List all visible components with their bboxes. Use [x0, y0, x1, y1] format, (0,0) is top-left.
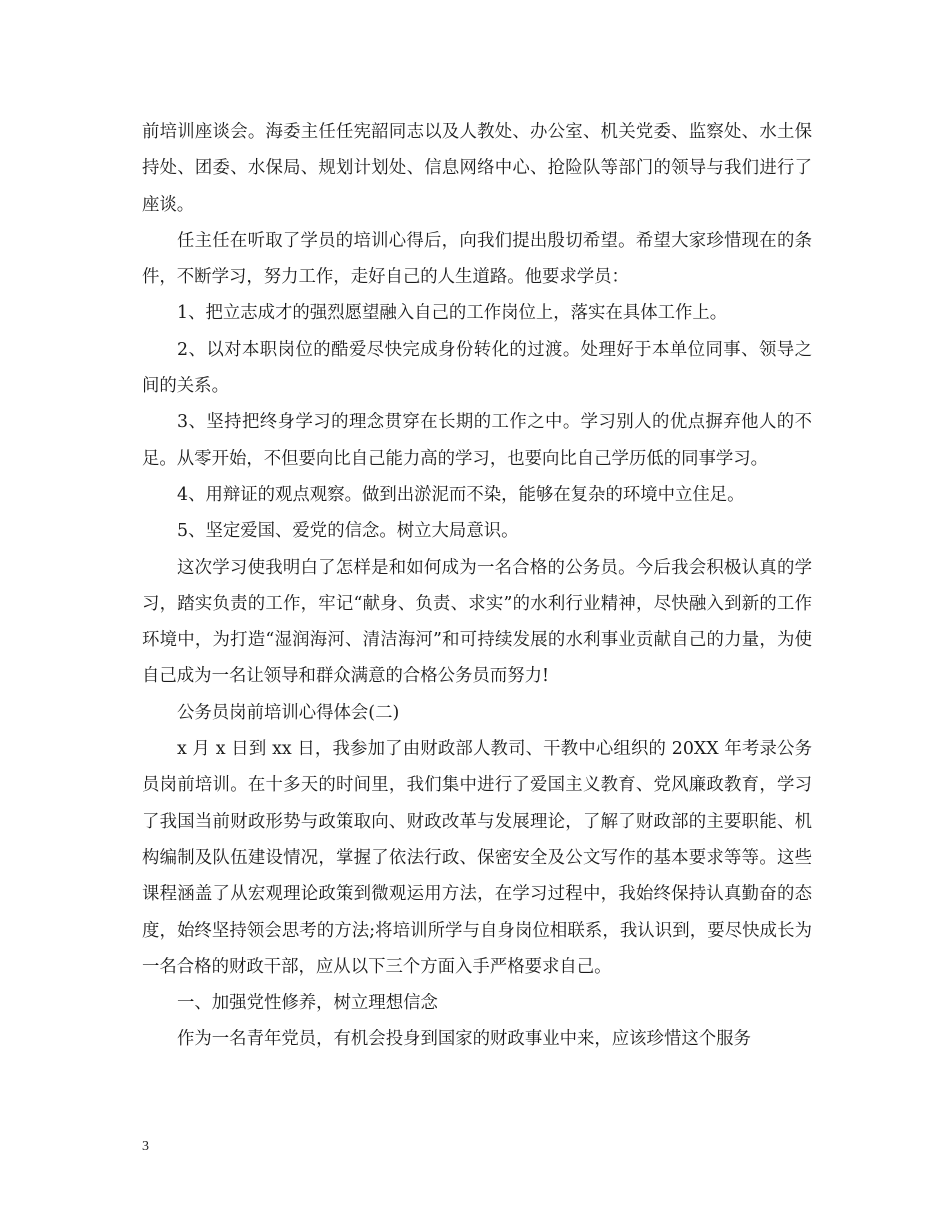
list-item-5: 5、坚定爱国、爱党的信念。树立大局意识。	[177, 521, 519, 542]
paragraph-young-member: 作为一名青年党员，有机会投身到国家的财政事业中来，应该珍惜这个服务	[177, 1029, 751, 1050]
document-body	[142, 114, 812, 1058]
list-item-1: 1、把立志成才的强烈愿望融入自己的工作岗位上，落实在具体工作上。	[177, 303, 728, 324]
paragraph-learning-summary: 这次学习使我明白了怎样是和如何成为一名合格的公务员。今后我会积极认真的学习，踏实负责的工作，牢记“献身、负责、求实”的水利行业精神，尽快融入到新的工作环境中，为打造“湿润海河、清洁海河”和可持续发展的水利事业贡献自己的力量，为使自己成为一名让领导和群众满意的合格公务员而努力!	[142, 557, 812, 687]
subheading-party-cultivation: 一、加强党性修养，树立理想信念	[177, 993, 438, 1014]
paragraph-meeting-continuation: 前培训座谈会。海委主任任宪韶同志以及人教处、办公室、机关党委、监察处、水土保持处、团委、水保局、规划计划处、信息网络中心、抢险队等部门的领导与我们进行了座谈。	[142, 122, 812, 215]
list-item-3: 3、坚持把终身学习的理念贯穿在长期的工作之中。学习别人的优点摒弃他人的不足。从零开始，不但要向比自己能力高的学习，也要向比自己学历低的同事学习。	[142, 412, 812, 469]
paragraph-training-overview: x 月 x 日到 xx 日，我参加了由财政部人教司、干教中心组织的 20XX 年考录公务员岗前培训。在十多天的时间里，我们集中进行了爱国主义教育、党风廉政教育，学习了我国当前财政形势与政策取向、财政改革与发展理论，了解了财政部的主要职能、机构编制及队伍建设情况，掌握了依法行政、保密安全及公文写作的基本要求等等。这些课程涵盖了从宏观理论政策到微观运用方法，在学习过程中，我始终保持认真勤奋的态度，始终坚持领会思考的方法;将培训所学与自身岗位相联系，我认识到，要尽快成长为一名合格的财政干部，应从以下三个方面入手严格要求自己。	[142, 739, 812, 977]
list-item-4: 4、用辩证的观点观察。做到出淤泥而不染，能够在复杂的环境中立住足。	[177, 484, 745, 505]
page-number: 3	[142, 1139, 149, 1154]
paragraph-director-hopes: 任主任在听取了学员的培训心得后，向我们提出殷切希望。希望大家珍惜现在的条件，不断学习，努力工作，走好自己的人生道路。他要求学员：	[142, 230, 812, 288]
list-item-2: 2、以对本职岗位的酷爱尽快完成身份转化的过渡。处理好于本单位同事、领导之间的关系。	[142, 339, 812, 397]
section-heading-part-two: 公务员岗前培训心得体会(二)	[177, 702, 400, 723]
